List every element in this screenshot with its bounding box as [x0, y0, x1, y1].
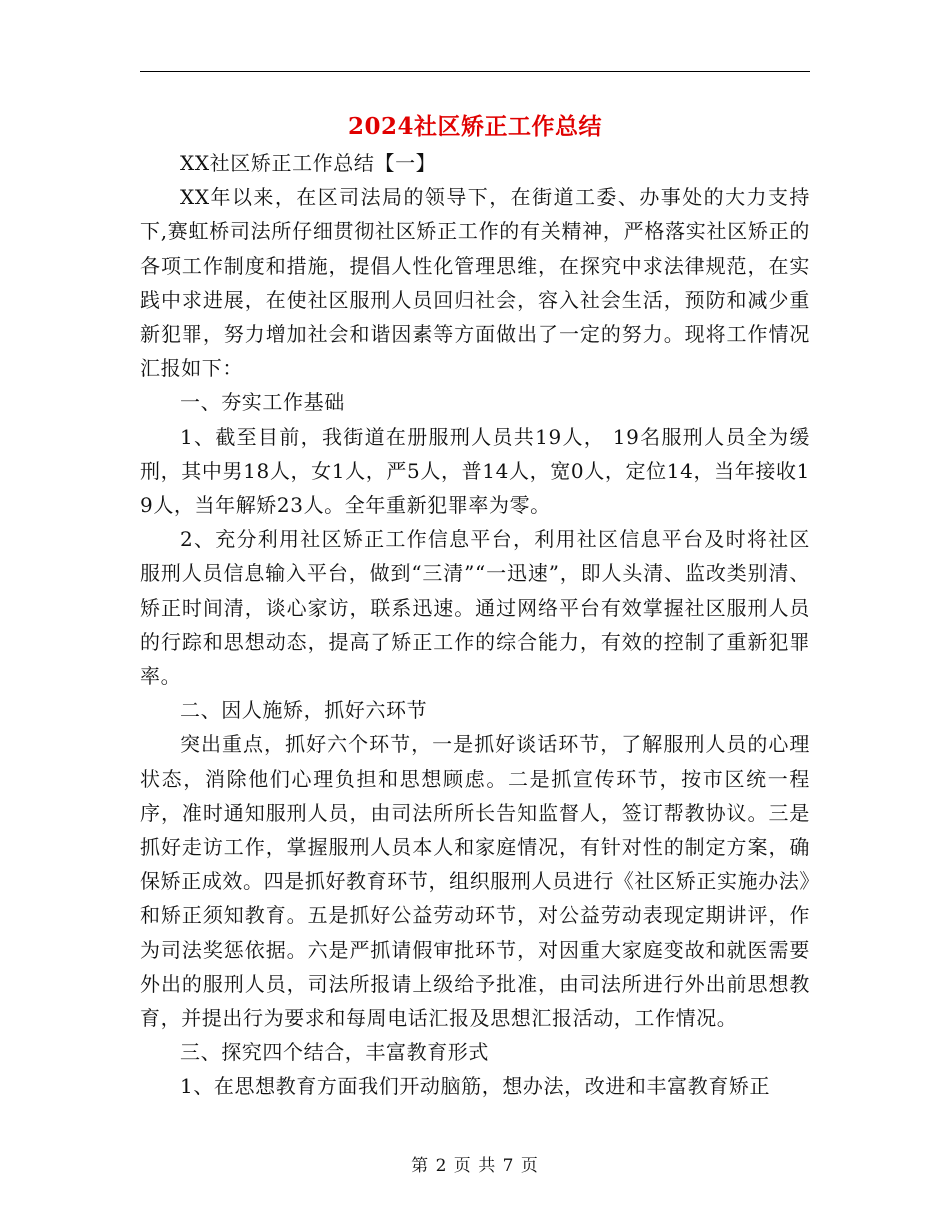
- paragraph: 突出重点，抓好六个环节，一是抓好谈话环节，了解服刑人员的心理状态，消除他们心理负担和思想顾虑。二是抓宣传环节，按市区统一程序，准时通知服刑人员，由司法所所长告知监督人，签订帮教协议。三是抓好走访工作，掌握服刑人员本人和家庭情况，有针对性的制定方案，确保矫正成效。四是抓好教育环节，组织服刑人员进行《社区矫正实施办法》和矫正须知教育。五是抓好公益劳动环节，对公益劳动表现定期讲评，作为司法奖惩依据。六是严抓请假审批环节，对因重大家庭变故和就医需要外出的服刑人员，司法所报请上级给予批准，由司法所进行外出前思想教育，并提出行为要求和每周电话汇报及思想汇报活动，工作情况。: [140, 732, 810, 1031]
- paragraph: 1、在思想教育方面我们开动脑筋，想办法，改进和丰富教育矫正: [180, 1074, 771, 1099]
- header-rule: [140, 71, 810, 72]
- page-number: 第 2 页 共 7 页: [411, 1156, 539, 1176]
- subsection-heading: 三、探究四个结合，丰富教育形式: [180, 1040, 489, 1065]
- section-heading: XX社区矫正工作总结【一】: [180, 151, 437, 175]
- paragraph: 1、截至目前，我街道在册服刑人员共19人， 19名服刑人员全为缓刑，其中男18人，女1人，严5人，普14人，宽0人，定位14，当年接收19人，当年解矫23人。全年重新犯罪率为零。: [140, 424, 810, 518]
- subsection-heading: 一、夯实工作基础: [180, 390, 345, 415]
- paragraph: 2、充分利用社区矫正工作信息平台，利用社区信息平台及时将社区服刑人员信息输入平台，做到“三清”“一迅速”，即人头清、监改类别清、矫正时间清，谈心家访，联系迅速。通过网络平台有效掌握社区服刑人员的行踪和思想动态，提高了矫正工作的综合能力，有效的控制了重新犯罪率。: [140, 527, 810, 689]
- document-title: 2024社区矫正工作总结: [347, 113, 602, 140]
- subsection-heading: 二、因人施矫，抓好六环节: [180, 698, 428, 723]
- document-body: [140, 146, 810, 1104]
- paragraph: XX年以来，在区司法局的领导下，在街道工委、办事处的大力支持下,赛虹桥司法所仔细贯彻社区矫正工作的有关精神，严格落实社区矫正的各项工作制度和措施，提倡人性化管理思维，在探究中求法律规范，在实践中求进展，在使社区服刑人员回归社会，容入社会生活，预防和减少重新犯罪，努力增加社会和谐因素等方面做出了一定的努力。现将工作情况汇报如下：: [140, 185, 810, 381]
